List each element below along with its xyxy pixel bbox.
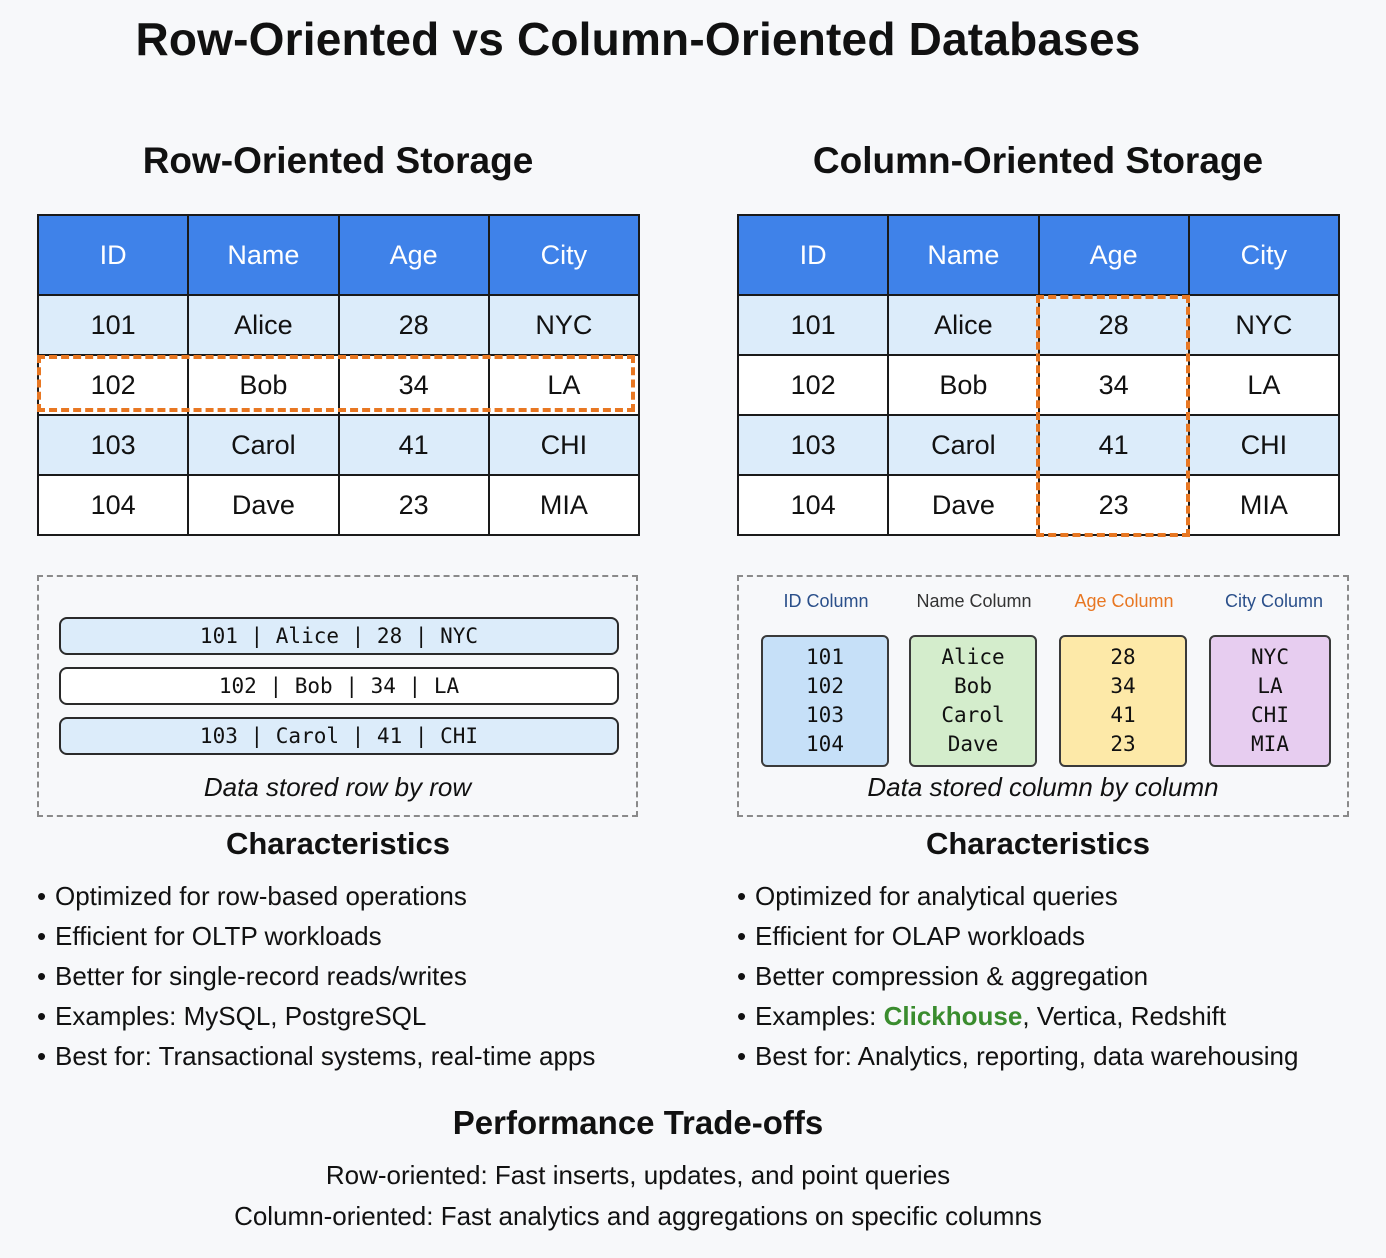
list-item: • Examples: Clickhouse, Vertica, Redshift [737, 1001, 1227, 1031]
table-cell: CHI [1189, 415, 1339, 475]
list-item-text: Best for: Analytics, reporting, data warehousing [755, 1041, 1299, 1071]
name-column-block [909, 635, 1037, 767]
column-value: Alice [941, 645, 1005, 669]
table-cell: 23 [1039, 475, 1189, 535]
list-item: • Better compression & aggregation [737, 961, 1149, 991]
column-characteristics-list [737, 876, 1377, 1076]
list-item: • Efficient for OLTP workloads [37, 921, 382, 951]
table-cell: 102 [38, 355, 188, 415]
column-value: 103 [806, 703, 844, 727]
table-cell: 104 [38, 475, 188, 535]
table-row [738, 475, 1339, 535]
row-record: 101 | Alice | 28 | NYC [59, 617, 619, 655]
row-storage-caption: Data stored row by row [203, 772, 472, 802]
list-item-text: Examples: MySQL, PostgreSQL [55, 1001, 427, 1031]
name-column-label: Name Column [916, 591, 1032, 611]
table-cell: Dave [188, 475, 338, 535]
list-item: • Best for: Analytics, reporting, data warehousing [737, 1041, 1299, 1071]
table-cell: MIA [1189, 475, 1339, 535]
age-column-label: Age Column [1074, 591, 1174, 611]
row-record: 103 | Carol | 41 | CHI [59, 717, 619, 755]
list-item: • Better for single-record reads/writes [37, 961, 467, 991]
column-value: Bob [954, 674, 992, 698]
list-item-suffix: , Vertica, Redshift [1022, 1001, 1227, 1031]
row-record: 102 | Bob | 34 | LA [59, 667, 619, 705]
table-cell: 41 [1039, 415, 1189, 475]
list-item-text: Optimized for row-based operations [55, 881, 467, 911]
header-cell: Age [1039, 215, 1189, 295]
column-value: NYC [1251, 645, 1289, 669]
list-item: • Optimized for analytical queries [737, 881, 1118, 911]
clickhouse-highlight: Clickhouse [883, 1001, 1023, 1031]
row-storage-box [37, 575, 638, 817]
table-cell: Bob [188, 355, 338, 415]
column-characteristics-title: Characteristics [925, 826, 1150, 861]
list-item-text: Efficient for OLAP workloads [755, 921, 1085, 951]
id-column-block [761, 635, 889, 767]
header-cell: Age [339, 215, 489, 295]
performance-title: Performance Trade-offs [452, 1104, 824, 1141]
row-section-title: Row-Oriented Storage [142, 140, 534, 181]
table-cell: Carol [888, 415, 1038, 475]
table-cell: 41 [339, 415, 489, 475]
list-item: • Efficient for OLAP workloads [737, 921, 1085, 951]
column-storage-caption: Data stored column by column [867, 772, 1219, 802]
header-cell: ID [38, 215, 188, 295]
list-item-text: Optimized for analytical queries [755, 881, 1118, 911]
row-characteristics-list [37, 876, 677, 1076]
table-cell: 34 [339, 355, 489, 415]
table-cell: LA [489, 355, 639, 415]
header-cell: Name [188, 215, 338, 295]
list-item: • Examples: MySQL, PostgreSQL [37, 1001, 427, 1031]
column-value: Carol [941, 703, 1005, 727]
city-column-block [1209, 635, 1331, 767]
list-item-text: Efficient for OLTP workloads [55, 921, 382, 951]
column-value: 102 [806, 674, 844, 698]
list-item-text: Best for: Transactional systems, real-time apps [55, 1041, 596, 1071]
list-item-text: Better compression & aggregation [755, 961, 1149, 991]
table-row [38, 295, 639, 355]
column-value: 104 [806, 732, 844, 756]
list-item: • Optimized for row-based operations [37, 881, 467, 911]
table-cell: 104 [738, 475, 888, 535]
header-cell: ID [738, 215, 888, 295]
page-title: Row-Oriented vs Column-Oriented Databases [135, 13, 1141, 65]
table-row [38, 355, 639, 415]
table-cell: MIA [489, 475, 639, 535]
table-cell: Alice [888, 295, 1038, 355]
column-table-header [738, 215, 1339, 295]
table-row [738, 415, 1339, 475]
row-characteristics-title: Characteristics [225, 826, 450, 861]
table-cell: Dave [888, 475, 1038, 535]
table-row [738, 355, 1339, 415]
table-cell: LA [1189, 355, 1339, 415]
table-cell: 28 [1039, 295, 1189, 355]
header-cell: City [489, 215, 639, 295]
table-cell: 101 [38, 295, 188, 355]
column-value: MIA [1251, 732, 1289, 756]
column-storage-box [737, 575, 1349, 817]
performance-line-column: Column-oriented: Fast analytics and aggregations on specific columns [234, 1201, 1042, 1231]
table-cell: Alice [188, 295, 338, 355]
table-cell: NYC [489, 295, 639, 355]
table-cell: 34 [1039, 355, 1189, 415]
column-table [737, 214, 1340, 536]
list-item-text: Better for single-record reads/writes [55, 961, 467, 991]
table-cell: NYC [1189, 295, 1339, 355]
table-row [38, 415, 639, 475]
column-value: LA [1257, 674, 1283, 698]
column-value: 41 [1110, 703, 1136, 727]
city-column-label: City Column [1224, 591, 1324, 611]
list-item: • Best for: Transactional systems, real-time apps [37, 1041, 596, 1071]
table-cell: 103 [738, 415, 888, 475]
column-value: 34 [1110, 674, 1136, 698]
row-table-header [38, 215, 639, 295]
age-column-block [1059, 635, 1187, 767]
row-table [37, 214, 640, 536]
column-value: CHI [1251, 703, 1289, 727]
table-cell: CHI [489, 415, 639, 475]
list-item-prefix: Examples: [755, 1001, 884, 1031]
column-value: Dave [947, 732, 999, 756]
table-row [738, 295, 1339, 355]
header-cell: City [1189, 215, 1339, 295]
table-cell: 103 [38, 415, 188, 475]
id-column-label: ID Column [783, 591, 869, 611]
performance-line-row: Row-oriented: Fast inserts, updates, and point queries [325, 1160, 951, 1190]
table-cell: Carol [188, 415, 338, 475]
table-cell: 28 [339, 295, 489, 355]
column-value: 101 [806, 645, 844, 669]
header-cell: Name [888, 215, 1038, 295]
table-cell: Bob [888, 355, 1038, 415]
column-section-title: Column-Oriented Storage [812, 140, 1264, 181]
table-cell: 23 [339, 475, 489, 535]
column-value: 23 [1110, 732, 1136, 756]
table-cell: 102 [738, 355, 888, 415]
table-row [38, 475, 639, 535]
table-cell: 101 [738, 295, 888, 355]
column-value: 28 [1110, 645, 1136, 669]
